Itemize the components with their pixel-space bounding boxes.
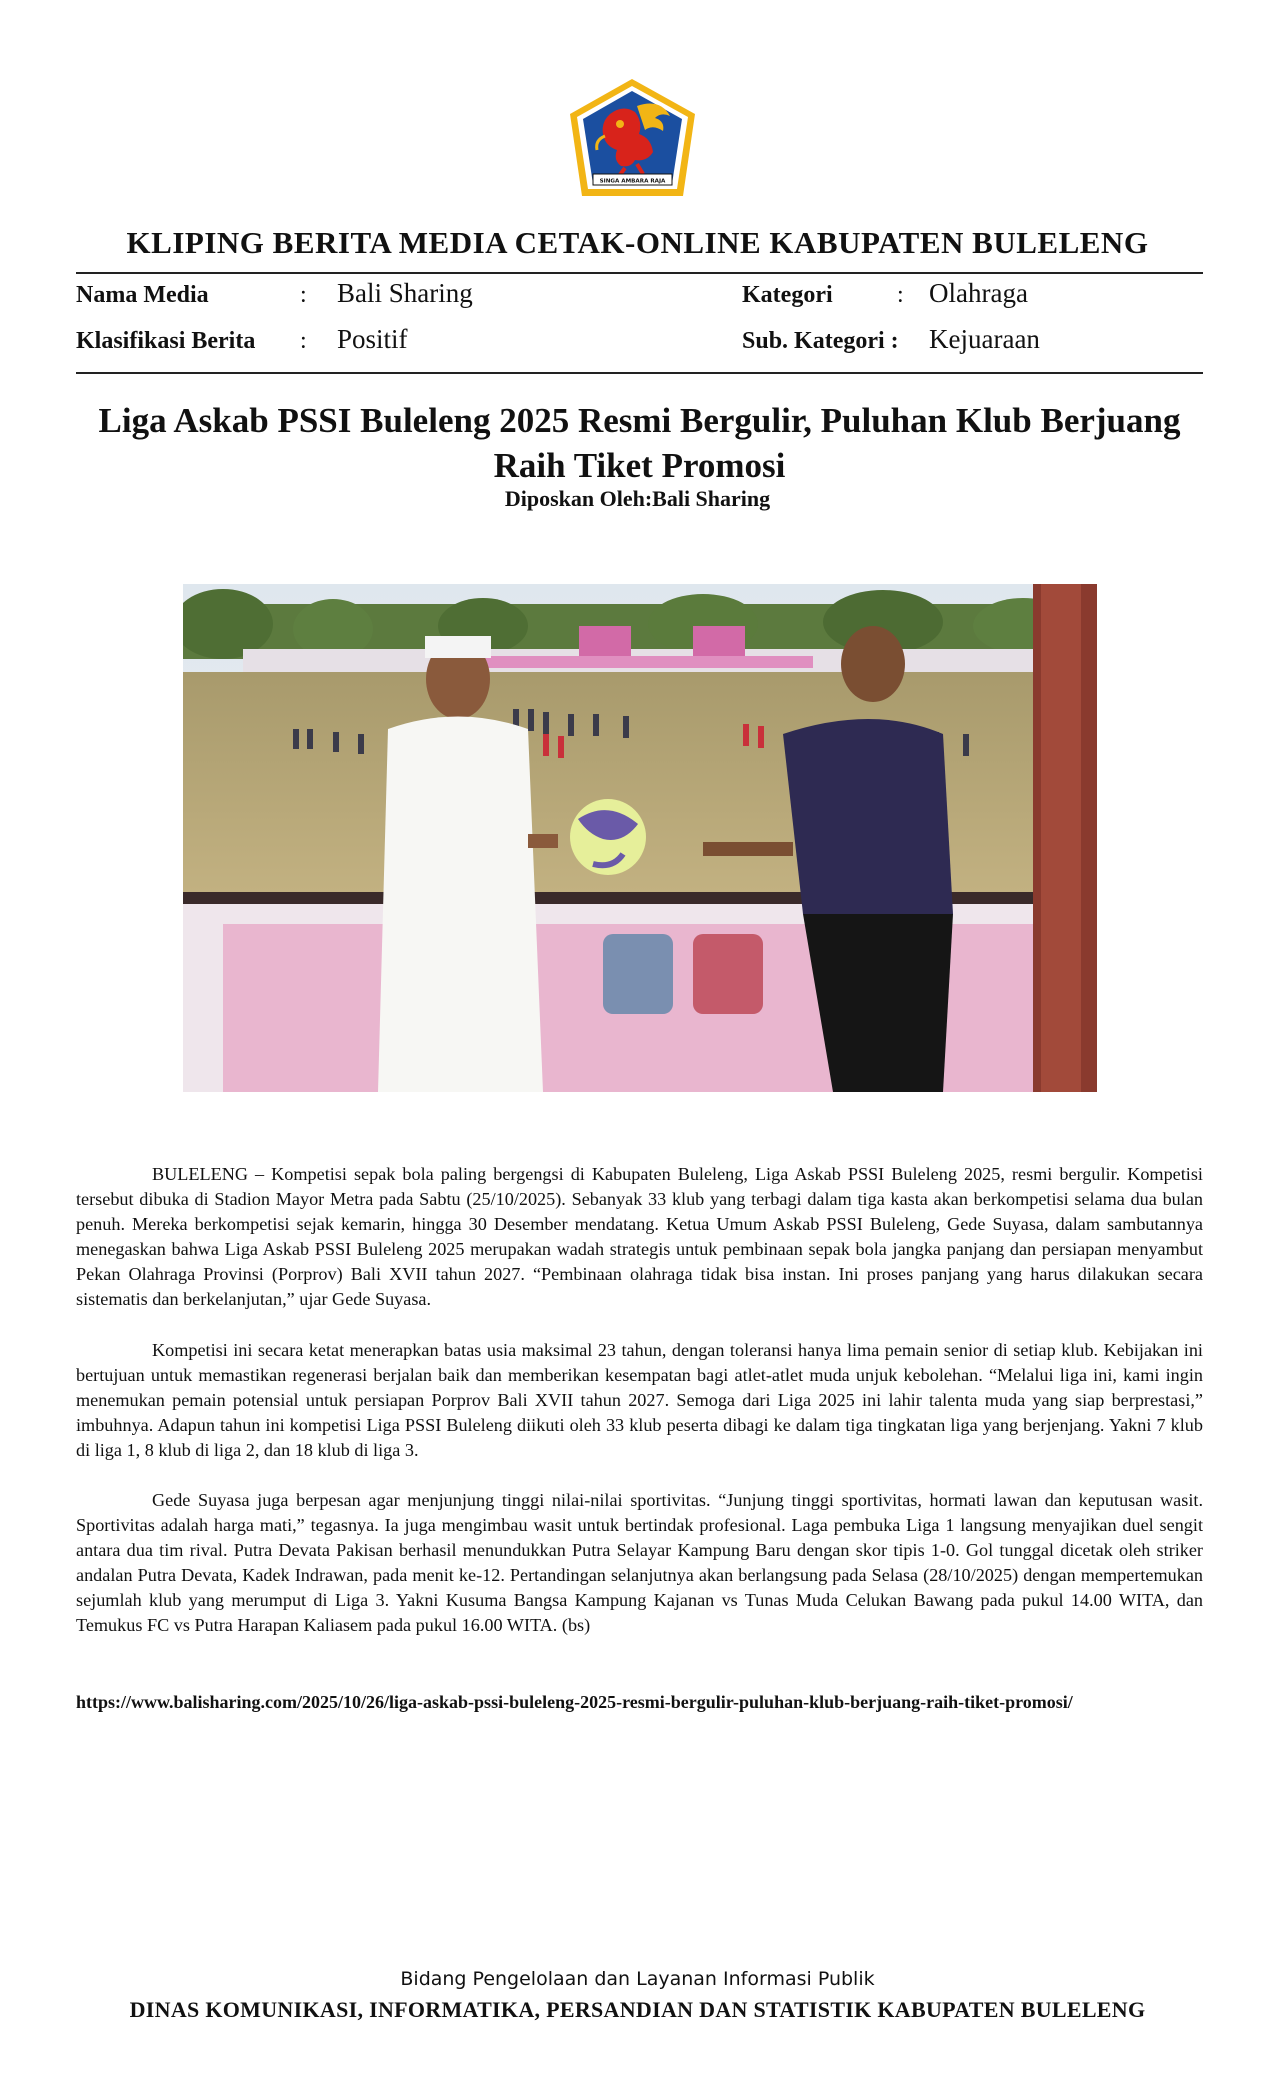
sub-kategori-value: Kejuaraan xyxy=(929,324,1040,354)
article-title: Liga Askab PSSI Buleleng 2025 Resmi Bergulir, Puluhan Klub Berjuang Raih Tiket Promosi xyxy=(98,401,1181,485)
source-link[interactable]: https://www.balisharing.com/2025/10/26/liga-askab-pssi-buleleng-2025-resmi-bergulir-puluhan-klub-berjuang-raih-tiket-promosi/ xyxy=(76,1692,1073,1712)
nama-media-colon: : xyxy=(300,282,307,308)
document-header-title: KLIPING BERITA MEDIA CETAK-ONLINE KABUPATEN BULELENG xyxy=(126,225,1149,260)
article-photo xyxy=(183,584,1097,1092)
footer-division: Bidang Pengelolaan dan Layanan Informasi Publik xyxy=(400,1968,875,1990)
nama-media-value: Bali Sharing xyxy=(337,278,473,308)
article-paragraph: BULELENG – Kompetisi sepak bola paling bergengsi di Kabupaten Buleleng, Liga Askab PSSI Buleleng 2025, resmi bergulir. Kompetisi tersebut dibuka di Stadion Mayor Metra pada Sabtu (25/10/2025). Sebanyak 33 klub yang terbagi dalam tiga kasta akan berkompetisi selama dua bulan penuh. Mereka berkompetisi sejak kemarin, hingga 30 Desember mendatang. Ketua Umum Askab PSSI Buleleng, Gede Suyasa, dalam sambutannya menegaskan bahwa Liga Askab PSSI Buleleng 2025 merupakan wadah strategis untuk pembinaan sepak bola jangka panjang dan persiapan menyambut Pekan Olahraga Provinsi (Porprov) Bali XVII tahun 2027. “Pembinaan olahraga tidak bisa instan. Ini proses panjang yang harus dilakukan secara sistematis dan berkelanjutan,” ujar Gede Suyasa. xyxy=(76,1164,1203,1309)
news-photo-icon xyxy=(183,584,1097,1092)
klasifikasi-label: Klasifikasi Berita xyxy=(76,328,256,354)
kategori-value: Olahraga xyxy=(929,278,1028,308)
lion-crest-icon xyxy=(565,76,700,201)
klasifikasi-value: Positif xyxy=(337,324,408,354)
kategori-label: Kategori xyxy=(742,282,833,308)
header-divider-bottom xyxy=(76,372,1203,374)
article-paragraph: Gede Suyasa juga berpesan agar menjunjung tinggi nilai-nilai sportivitas. “Junjung tinggi sportivitas, hormati lawan dan keputusan wasit. Sportivitas adalah harga mati,” tegasnya. Ia juga mengimbau wasit untuk bertindak profesional. Laga pembuka Liga 1 langsung menyajikan duel sengit antara dua tim rival. Putra Devata Pakisan berhasil menundukkan Putra Selayar Kampung Baru dengan skor tipis 1-0. Gol tunggal dicetak oleh striker andalan Putra Devata, Kadek Indrawan, pada menit ke-12. Pertandingan selanjutnya akan berlangsung pada Selasa (28/10/2025) dengan mempertemukan sejumlah klub yang merumput di Liga 3. Yakni Kusuma Bangsa Kampung Kajanan vs Tunas Muda Celukan Bawang pada pukul 14.00 WITA, dan Temukus FC vs Putra Harapan Kaliasem pada pukul 16.00 WITA. (bs) xyxy=(76,1490,1203,1635)
header-divider-top xyxy=(76,272,1203,274)
logo-motto: SINGA AMBARA RAJA xyxy=(599,178,666,185)
regency-logo xyxy=(565,76,700,201)
nama-media-label: Nama Media xyxy=(76,282,209,308)
klasifikasi-colon: : xyxy=(300,328,307,354)
kategori-colon: : xyxy=(897,282,904,308)
sub-kategori-label: Sub. Kategori : xyxy=(742,328,899,354)
footer-agency: DINAS KOMUNIKASI, INFORMATIKA, PERSANDIAN DAN STATISTIK KABUPATEN BULELENG xyxy=(129,1997,1146,2022)
article-byline: Diposkan Oleh:Bali Sharing xyxy=(504,486,771,511)
article-paragraph: Kompetisi ini secara ketat menerapkan batas usia maksimal 23 tahun, dengan toleransi hanya lima pemain senior di setiap klub. Kebijakan ini bertujuan untuk memastikan regenerasi berjalan baik dan memberikan kesempatan bagi atlet-atlet muda unjuk kebolehan. “Melalui liga ini, kami ingin menemukan pemain potensial untuk persiapan Porprov Bali XVII tahun 2027. Semoga dari Liga 2025 ini lahir talenta muda yang siap berprestasi,” imbuhnya. Adapun tahun ini kompetisi Liga PSSI Buleleng diikuti oleh 33 klub peserta dibagi ke dalam tiga tingkatan liga yang berjenjang. Yakni 7 klub di liga 1, 8 klub di liga 2, dan 18 klub di liga 3. xyxy=(76,1340,1203,1460)
